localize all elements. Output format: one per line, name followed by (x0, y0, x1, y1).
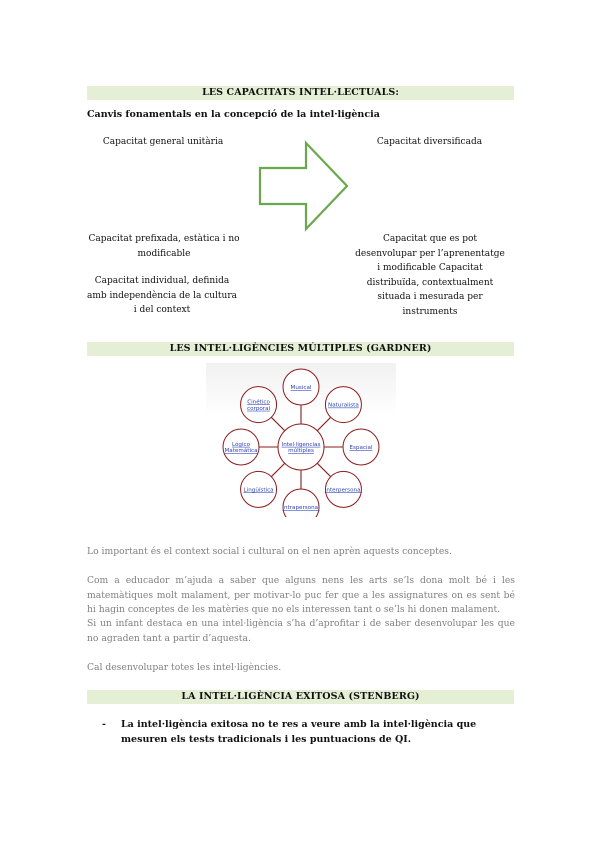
section-heading-gardner: LES INTEL·LIGÈNCIES MÚLTIPLES (GARDNER) (87, 342, 514, 356)
left-bottom-text: Capacitat individual, definida amb independència de la cultura i del context (86, 276, 238, 315)
diagram-node-label: Cinético corporal (247, 399, 271, 412)
diagram-node-label: Lógico Matemática (224, 441, 258, 455)
paragraph-all-intelligences: Cal desenvolupar totes les intel·ligències. (87, 662, 282, 673)
diagram-node-label: Intrapersonal (282, 505, 320, 511)
section-subtitle: Canvis fonamentals en la concepció de la intel·ligència (87, 109, 380, 120)
diagram-center-label: Intel·ligencias múltiples (281, 441, 321, 455)
multiple-intelligences-diagram (206, 363, 396, 517)
right-bottom-text: Capacitat que es pot desenvolupar per l’aprenentatge i modificable Capacitat distribuïda, contextualment situada i mesurada per instruments (355, 234, 505, 317)
diagram-node-label: Interpersonal (324, 487, 363, 494)
section-heading-capacitats: LES CAPACITATS INTEL·LECTUALS: (87, 86, 514, 100)
bullet-list (102, 717, 514, 747)
diagram-node-label: Musical (290, 385, 312, 391)
list-item: La intel·ligència exitosa no te res a veure amb la intel·ligència que mesuren els tests tradicionals i les puntuacions de QI. (121, 719, 477, 745)
diagram-node (283, 489, 319, 517)
section-heading-stenberg: LA INTEL·LIGÈNCIA EXITOSA (STENBERG) (87, 690, 514, 704)
diagram-node-label: Espacial (349, 445, 373, 451)
diagram-node-label: Lingüística (243, 487, 274, 494)
arrow-right-icon (258, 140, 350, 232)
diagram-node-label: Naturalista (328, 402, 359, 409)
right-top-text: Capacitat diversificada (376, 137, 483, 147)
paragraph-talent: Si un infant destaca en una intel·ligència s’ha d’aprofitar i de saber desenvolupar les que no agraden tant a partir d’aquesta. (87, 618, 515, 644)
paragraph-educator: Com a educador m’ajuda a saber que alguns nens les arts se’ls dona molt bé i les matemàtiques molt malament, per motivar-lo puc fer que a les assignatures on es sent bé hi hagin conceptes de les matèries que no els interessen tant o se’ls hi donen malament. (87, 575, 515, 615)
left-mid-text: Capacitat prefixada, estàtica i no modificable (88, 234, 240, 259)
left-top-text: Capacitat general unitària (102, 137, 224, 147)
paragraph-context: Lo important és el context social i cultural on el nen aprèn aquests conceptes. (87, 546, 452, 557)
bullet-marker: - (102, 719, 106, 730)
